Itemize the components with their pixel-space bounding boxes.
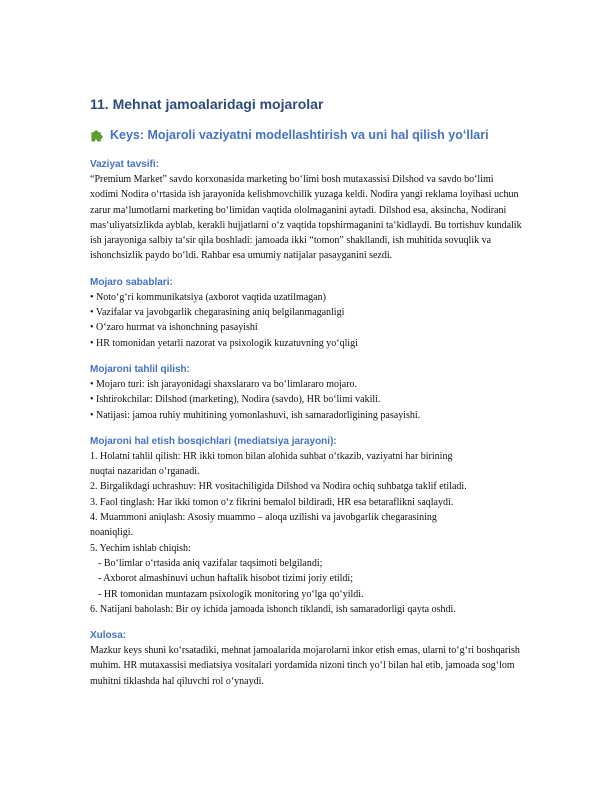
list-item: • Natijasi: jamoa ruhiy muhitining yomonlashuvi, ish samaradorligining pasayishi. [90,408,522,423]
list-item: 3. Faol tinglash: Har ikki tomon oʻz fikrini bemalol bildiradi, HR esa betaraflikni saqlaydi. [90,496,454,508]
situation-heading: Vaziyat tavsifi: [90,159,159,170]
stages-list [90,449,522,617]
case-subtitle [90,127,522,144]
list-item: nuqtai nazaridan oʻrganadi. [90,466,200,478]
causes-list [90,290,522,351]
stages-heading: Mojaroni hal etish bosqichlari (mediatsiya jarayoni): [90,435,337,447]
conclusion-heading: Xulosa: [90,630,127,642]
list-item: 1. Holatni tahlil qilish: HR ikki tomon bilan alohida suhbat oʻtkazib, vaziyatni har birining [90,450,453,462]
list-item: • HR tomonidan yetarli nazorat va psixologik kuzatuvning yoʻqligi [90,336,522,351]
analysis-list [90,377,522,423]
analysis-heading: Mojaroni tahlil qilish: [90,363,190,375]
list-item: - HR tomonidan muntazam psixologik monitoring yoʻlga qoʻyildi. [98,588,364,600]
subtitle-text: Keys: Mojaroli vaziyatni modellashtirish va uni hal qilish yoʻllari [110,128,489,142]
list-item: - Axborot almashinuvi uchun haftalik hisobot tizimi joriy etildi; [98,573,353,585]
list-item: - Boʻlimlar oʻrtasida aniq vazifalar taqsimoti belgilandi; [98,557,323,569]
document-page [90,95,522,689]
page-title: 11. Mehnat jamoalaridagi mojarolar [90,96,324,112]
list-item: • Oʻzaro hurmat va ishonchning pasayishi [90,320,522,335]
list-item: • Notoʻgʻri kommunikatsiya (axborot vaqtida uzatilmagan) [90,290,522,305]
list-item: noaniqligi. [90,527,134,539]
list-item: 6. Natijani baholash: Bir oy ichida jamoada ishonch tiklandi, ish samaradorligi qayta oshdi. [90,603,456,615]
conclusion-text: Mazkur keys shuni koʻrsatadiki, mehnat jamoalarida mojarolarni inkor etish emas, ularni toʻgʻri boshqarish muhim. HR mutaxassisi mediatsiya vositalari yordamida nizoni tinch yoʻl bilan hal etib, jamoada sogʻlom muhitni tiklashda hal qiluvchi rol oʻynaydi. [90,645,520,687]
list-item: 5. Yechim ishlab chiqish: [90,542,191,554]
list-item: 4. Muammoni aniqlash: Asosiy muammo – aloqa uzilishi va javobgarlik chegarasining [90,512,437,524]
list-item: • Vazifalar va javobgarlik chegarasining aniq belgilanmaganligi [90,305,522,320]
situation-text: “Premium Market” savdo korxonasida marketing boʻlimi bosh mutaxassisi Dilshod va savdo boʻlimi xodimi Nodira oʻrtasida ish jarayonida kelishmovchilik yuzaga keldi. Nodira yangi reklama loyihasi uchun zarur maʻlumotlarni marketing boʻlimidan vaqtida ololmaganini aytadi. Dilshod esa, aksincha, Nodirani masʻuliyatsizlikda ayblab, kerakli hujjatlarni oʻz vaqtida topshirmaganini taʻkidlaydi. Bu tortishuv kundalik ish jarayoniga salbiy taʻsir qila boshladi: jamoada ikki “tomon” shakllandi, ish muhitida sovuqlik va ishonchsizlik paydo boʻldi. Rahbar esa umumiy natijalar pasayganini sezdi. [90,174,522,262]
list-item: • Ishtirokchilar: Dilshod (marketing), Nodira (savdo), HR boʻlimi vakili. [90,392,522,407]
list-item: 2. Birgalikdagi uchrashuv: HR vositachiligida Dilshod va Nodira ochiq suhbatga taklif etiladi. [90,481,467,493]
list-item: • Mojaro turi: ish jarayonidagi shaxslararo va boʻlimlararo mojaro. [90,377,522,392]
causes-heading: Mojaro sabablari: [90,276,173,288]
puzzle-icon [90,128,105,143]
